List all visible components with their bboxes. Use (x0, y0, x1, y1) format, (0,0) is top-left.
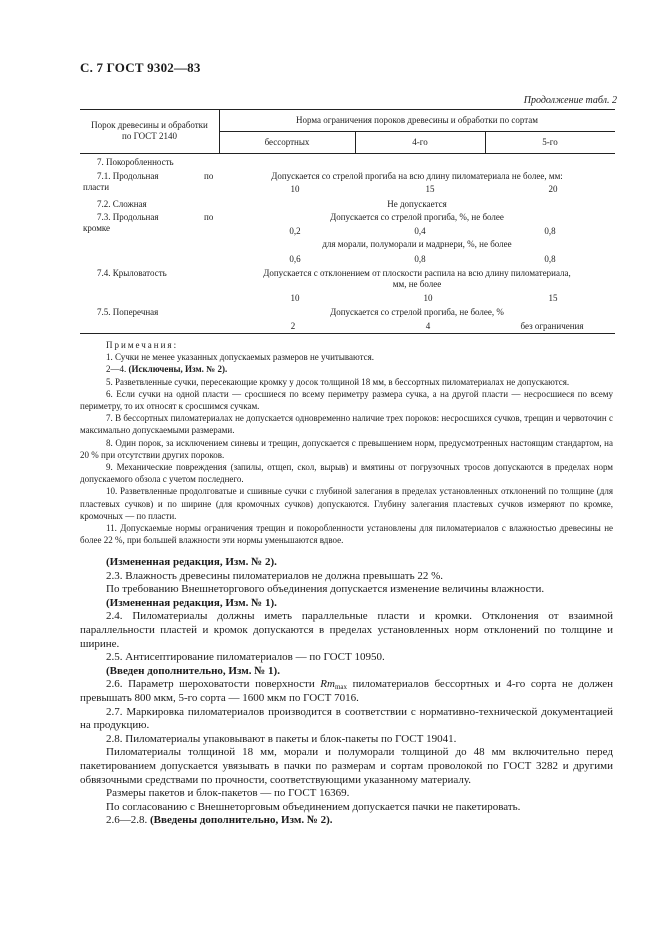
row-7-3-norm: Допускается со стрелой прогиба, %, не более (330, 212, 504, 222)
row-7-3-label-part: кромке (83, 223, 111, 233)
paragraph-2-3: 2.3. Влажность древесины пиломатериалов не должна превышать 22 %. (106, 569, 443, 582)
row-7-3-norm-2: для морали, полуморали и мадрнери, %, не более (322, 239, 512, 249)
row-7-label: 7. Покоробленность (97, 157, 174, 167)
note-2-4: 2—4. (Исключены, Изм. № 2). (106, 364, 228, 375)
row-7-4-norm: Допускается с отклонением от плоскости распила на всю длину пиломатериала, (263, 268, 571, 278)
note-1: 1. Сучки не менее указанных допускаемых размеров не учитываются. (106, 352, 375, 363)
paragraph-2-7: 2.7. Маркировка пиломатериалов производится в соответствии с нормативно-технической документацией на продукцию. (80, 705, 613, 732)
note-5: 5. Разветвленные сучки, пересекающие кромку у досок толщиной 18 мм, в бессортных пиломатериалах не допускаются. (106, 376, 570, 387)
paragraph-2-8-agreement: По согласованию с Внешнеторговым объединением допускается пачки не пакетировать. (106, 800, 521, 813)
edition-note: (Измененная редакция, Изм. № 2). (106, 556, 277, 568)
row-7-3-label-part: по (204, 212, 214, 222)
row-7-2-label: 7.2. Сложная (97, 199, 147, 209)
row-7-5-norm: Допускается со стрелой прогиба, не более, % (330, 307, 504, 317)
table-top-rule (80, 109, 615, 110)
column-header-norm: Норма ограничения пороков древесины и обработки по сортам (296, 115, 538, 125)
row-7-3-value-2: 0,6 (289, 254, 301, 264)
row-7-4-norm-cont: мм, не более (392, 279, 442, 289)
row-7-5-value: 4 (425, 321, 431, 331)
row-7-1-norm: Допускается со стрелой прогиба на всю длину пиломатериала не более, мм: (271, 171, 563, 181)
notes-title: Примечания: (106, 340, 179, 350)
grade-header-5: 5-го (542, 137, 558, 147)
row-7-1-label-part: пласти (83, 182, 110, 192)
row-7-1-value: 15 (425, 184, 435, 194)
edition-note: 2.6—2.8. (Введены дополнительно, Изм. № 2). (106, 814, 333, 827)
document-body (80, 556, 613, 828)
note-10: 10. Разветвленные продолговатые и сшивные сучки с глубиной залегания в пределах установленных отклонений по толщине (для пластевых сучков) и по ширине (для кромочных сучков) допускаются. Глубину залегания пластевых сучков измеряют по кромке, кромочных — по пласти. (80, 486, 613, 521)
row-7-4-value: 15 (548, 293, 558, 303)
row-7-2-norm: Не допускается (387, 199, 447, 209)
paragraph-2-8: 2.8. Пиломатериалы упаковывают в пакеты и блок-пакеты по ГОСТ 19041. (106, 732, 457, 745)
row-7-3-value-2: 0,8 (544, 254, 556, 264)
row-7-1-label-part: по (204, 171, 214, 181)
table-header-bottom-rule (80, 153, 615, 154)
row-7-5-label: 7.5. Поперечная (97, 307, 159, 317)
table-bottom-rule (80, 333, 615, 334)
edition-note: (Измененная редакция, Изм. № 1). (106, 596, 277, 609)
row-7-3-label: 7.3. Продольная (97, 212, 159, 222)
paragraph-2-3-cont: По требованию Внешнеторгового объединения допускается изменение величины влажности. (106, 583, 545, 596)
row-7-1-value: 20 (548, 184, 558, 194)
paragraph-2-8-cont: Пиломатериалы толщиной 18 мм, морали и полуморали толщиной до 48 мм включительно перед пакетированием допускается увязывать в пачки по размерам и сортам проволокой по ГОСТ 3282 и другими обвязочными средствами по прочности, соответствующими указанному материалу. (80, 746, 613, 786)
row-7-3-value-2: 0,8 (414, 254, 426, 264)
row-7-4-value: 10 (423, 293, 433, 303)
table-notes (80, 339, 613, 546)
edition-note: (Введен дополнительно, Изм. № 1). (106, 664, 280, 677)
row-7-5-value: без ограничения (520, 321, 584, 331)
column-header-defect: Порок древесины и обработки по ГОСТ 2140 (91, 120, 208, 141)
row-7-3-value: 0,8 (544, 226, 556, 236)
table-continuation-label: Продолжение табл. 2 (523, 95, 617, 106)
paragraph-2-8-sizes: Размеры пакетов и блок-пакетов — по ГОСТ 16369. (106, 787, 350, 800)
note-9: 9. Механические повреждения (запилы, отщеп, скол, вырыв) и вмятины от погрузочных тросов допускаются в пределах норм допускаемого обзола с учетом последнего. (80, 462, 613, 485)
note-8: 8. Один порок, за исключением синевы и трещин, допускается с превышением норм, предусмотренных настоящим стандартом, на 20 % при отсутствии других пороков. (80, 437, 613, 460)
row-7-5-value: 2 (290, 321, 296, 331)
row-7-4-label: 7.4. Крыловатость (97, 268, 167, 278)
paragraph-2-6: 2.6. Параметр шероховатости поверхности $Rm_{max}$ пиломатериалов бессортных и 4-го сорта не должен превышать 800 мкм, 5-го сорта — 1600 мкм по ГОСТ 7016. (80, 678, 613, 704)
page-header: С. 7 ГОСТ 9302—83 (80, 60, 201, 75)
paragraph-2-4: 2.4. Пиломатериалы должны иметь параллельные пласти и кромки. Отклонения от взаимной параллельности пластей и кромок допускаются в пределах установленных норм отклонений по толщине и ширине. (80, 610, 613, 650)
grade-header-4: 4-го (412, 137, 428, 147)
paragraph-2-5: 2.5. Антисептирование пиломатериалов — по ГОСТ 10950. (106, 651, 385, 664)
row-7-3-value: 0,2 (289, 226, 301, 236)
row-7-1-label: 7.1. Продольная (97, 171, 159, 181)
row-7-3-value: 0,4 (414, 226, 426, 236)
row-7-1-value: 10 (290, 184, 300, 194)
row-7-4-value: 10 (290, 293, 300, 303)
note-11: 11. Допускаемые нормы ограничения трещин и покоробленности установлены для пиломатериалов с влажностью древесины не более 22 %, при большей влажности эти нормы уменьшаются вдвое. (80, 523, 613, 546)
grade-header-unsorted: бессортных (264, 137, 310, 147)
table-subheader-rule (219, 131, 615, 132)
note-6: 6. Если сучки на одной пласти — сросшиеся по всему периметру размера сучка, а на другой пласти — несросшиеся по всему периметру, то их относят к сросшимся сучкам. (80, 388, 613, 412)
note-7: 7. В бессортных пиломатериалах не допускается одновременно наличие трех пороков: несросшихся сучков, трещин и червоточин с максимально допускаемыми размерами. (80, 413, 613, 436)
